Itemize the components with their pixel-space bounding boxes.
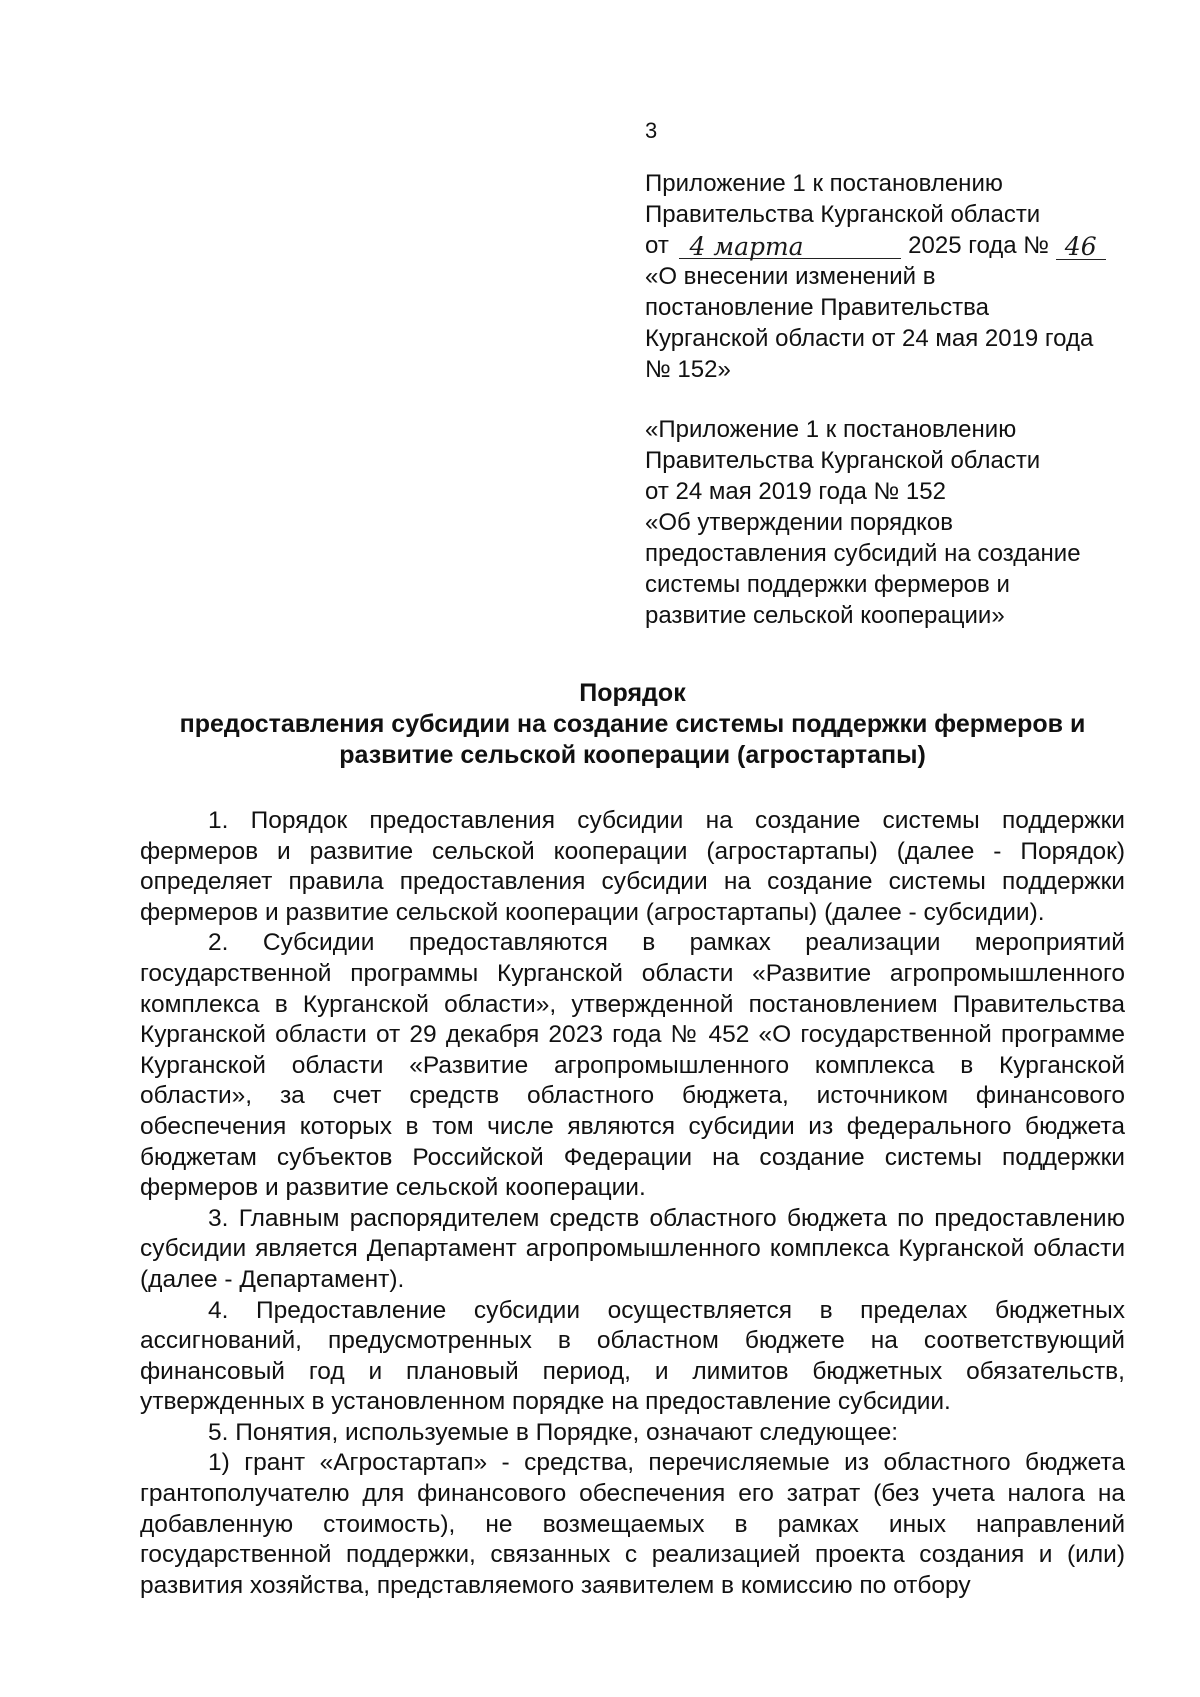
- original-appendix-header: [645, 414, 1145, 631]
- appendix-line: предоставления субсидий на создание: [645, 540, 1081, 567]
- appendix-line: Приложение 1 к постановлению: [645, 170, 1003, 197]
- handwritten-number-field: [1056, 231, 1106, 260]
- title-line: развитие сельской кооперации (агростартапы): [339, 741, 926, 769]
- appendix-header: [645, 168, 1145, 385]
- appendix-date-line: [645, 230, 1145, 261]
- appendix-line: системы поддержки фермеров и: [645, 571, 1010, 598]
- appendix-line: от 24 мая 2019 года № 152: [645, 478, 946, 505]
- appendix-line: «Об утверждении порядков: [645, 509, 954, 536]
- paragraph: 1) грант «Агростартап» - средства, перечисляемые из областного бюджета грантополучателю для финансового обеспечения его затрат (без учета налога на добавленную стоимость), не возмещаемых в рамках иных направлений государственной поддержки, связанных с реализацией проекта создания и (или) развития хозяйства, представляемого заявителем в комиссию по отбору: [140, 1449, 1125, 1599]
- appendix-line: Курганской области от 24 мая 2019 года: [645, 325, 1094, 352]
- date-suffix: 2025 года №: [908, 232, 1050, 259]
- document-body: [140, 806, 1125, 1601]
- handwritten-date-field: [679, 231, 901, 259]
- paragraph: 4. Предоставление субсидии осуществляется в пределах бюджетных ассигнований, предусмотренных в областном бюджете на соответствующий финансовый год и плановый период, и лимитов бюджетных обязательств, утвержденных в установленном порядке на предоставление субсидии.: [140, 1296, 1125, 1416]
- appendix-line: «Приложение 1 к постановлению: [645, 416, 1017, 443]
- appendix-line: «О внесении изменений в: [645, 263, 936, 290]
- appendix-line: развитие сельской кооперации»: [645, 602, 1005, 629]
- appendix-line: постановление Правительства: [645, 294, 989, 321]
- handwritten-date: 4 марта: [689, 232, 804, 261]
- appendix-line: Правительства Курганской области: [645, 201, 1041, 228]
- date-prefix: от: [645, 232, 669, 259]
- appendix-line: № 152»: [645, 356, 731, 383]
- paragraph: 3. Главным распорядителем средств областного бюджета по предоставлению субсидии является Департамент агропромышленного комплекса Курганской области (далее - Департамент).: [140, 1204, 1125, 1293]
- document-title: [140, 678, 1125, 771]
- title-line: Порядок: [579, 679, 686, 707]
- paragraph: 5. Понятия, используемые в Порядке, означают следующее:: [208, 1418, 899, 1446]
- paragraph: 1. Порядок предоставления субсидии на создание системы поддержки фермеров и развитие сельской кооперации (агростартапы) (далее - Порядок) определяет правила предоставления субсидии на создание системы поддержки фермеров и развитие сельской кооперации (агростартапы) (далее - субсидии).: [140, 807, 1125, 926]
- title-line: предоставления субсидии на создание системы поддержки фермеров и: [179, 710, 1086, 738]
- paragraph: 2. Субсидии предоставляются в рамках реализации мероприятий государственной программы Курганской области «Развитие агропромышленного комплекса в Курганской области», утвержденной постановлением Правительства Курганской области от 29 декабря 2023 года № 452 «О государственной программе Курганской области «Развитие агропромышленного комплекса в Курганской области», за счет средств областного бюджета, источником финансового обеспечения которых в том числе являются субсидии из федерального бюджета бюджетам субъектов Российской Федерации на создание системы поддержки фермеров и развитие сельской кооперации.: [140, 929, 1125, 1202]
- page-number: 3: [645, 118, 658, 143]
- appendix-line: Правительства Курганской области: [645, 447, 1041, 474]
- handwritten-number: 46: [1064, 232, 1097, 261]
